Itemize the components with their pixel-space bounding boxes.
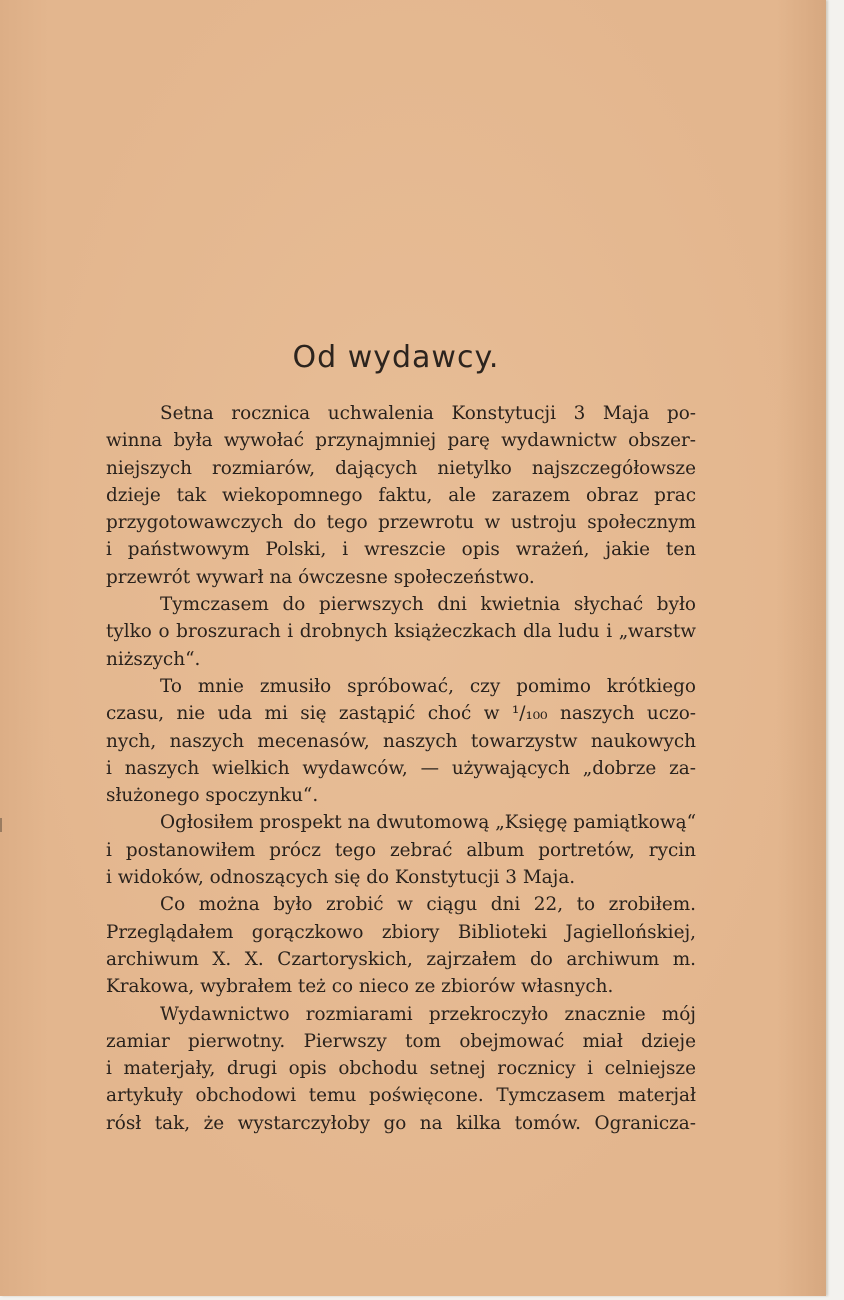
page-edge-mark bbox=[0, 818, 2, 832]
text-line: winna była wywołać przynajmniej parę wydawnictw obszer- bbox=[106, 430, 696, 452]
text-line: rósł tak, że wystarczyłoby go na kilka tomów. Ogranicza- bbox=[106, 1112, 696, 1134]
text-line: Wydawnictwo rozmiarami przekroczyło znacznie mój bbox=[160, 1003, 696, 1025]
body-text bbox=[106, 400, 696, 1137]
text-line: artykuły obchodowi temu poświęcone. Tymczasem materjał bbox=[106, 1085, 696, 1107]
text-line: Ogłosiłem prospekt na dwutomową „Księgę pamiątkową“ bbox=[160, 812, 696, 834]
text-line: przewrót wywarł na ówczesne społeczeństwo. bbox=[106, 566, 535, 588]
text-line: Setna rocznica uchwalenia Konstytucji 3 Maja po- bbox=[160, 403, 696, 424]
text-line: Krakowa, wybrałem też co nieco ze zbiorów własnych. bbox=[106, 976, 614, 998]
text-line: To mnie zmusiło spróbować, czy pomimo krótkiego bbox=[160, 675, 696, 697]
text-line: i postanowiłem prócz tego zebrać album portretów, rycin bbox=[106, 839, 696, 861]
text-line: służonego spoczynku“. bbox=[106, 785, 319, 807]
text-line: i widoków, odnoszących się do Konstytucji 3 Maja. bbox=[106, 867, 576, 889]
text-line: przygotowawczych do tego przewrotu w ustroju społecznym bbox=[106, 512, 696, 534]
text-line: nych, naszych mecenasów, naszych towarzystw naukowych bbox=[106, 730, 696, 752]
text-line: archiwum X. X. Czartoryskich, zajrzałem do archiwum m. bbox=[106, 948, 696, 970]
text-line: niejszych rozmiarów, dających nietylko najszczegółowsze bbox=[106, 457, 696, 479]
text-line: czasu, nie uda mi się zastąpić choć w ¹/₁₀₀ naszych uczo- bbox=[106, 703, 696, 725]
text-line: Tymczasem do pierwszych dni kwietnia słychać było bbox=[160, 594, 696, 616]
text-line: niższych“. bbox=[106, 648, 201, 670]
text-line: dzieje tak wiekopomnego faktu, ale zarazem obraz prac bbox=[106, 484, 696, 506]
text-line: i naszych wielkich wydawców, — używających „dobrze za- bbox=[106, 757, 696, 779]
text-line: i materjały, drugi opis obchodu setnej rocznicy i celniejsze bbox=[106, 1058, 696, 1080]
text-line: Co można było zrobić w ciągu dni 22, to zrobiłem. bbox=[160, 894, 696, 916]
text-line: zamiar pierwotny. Pierwszy tom obejmować miał dzieje bbox=[106, 1030, 696, 1052]
text-line: tylko o broszurach i drobnych książeczkach dla ludu i „warstw bbox=[106, 621, 696, 643]
text-line: i państwowym Polski, i wreszcie opis wrażeń, jakie ten bbox=[106, 539, 696, 561]
text-line: Przeglądałem gorączkowo zbiory Biblioteki Jagiellońskiej, bbox=[106, 921, 696, 943]
page-title: Od wydawcy. bbox=[292, 340, 500, 375]
